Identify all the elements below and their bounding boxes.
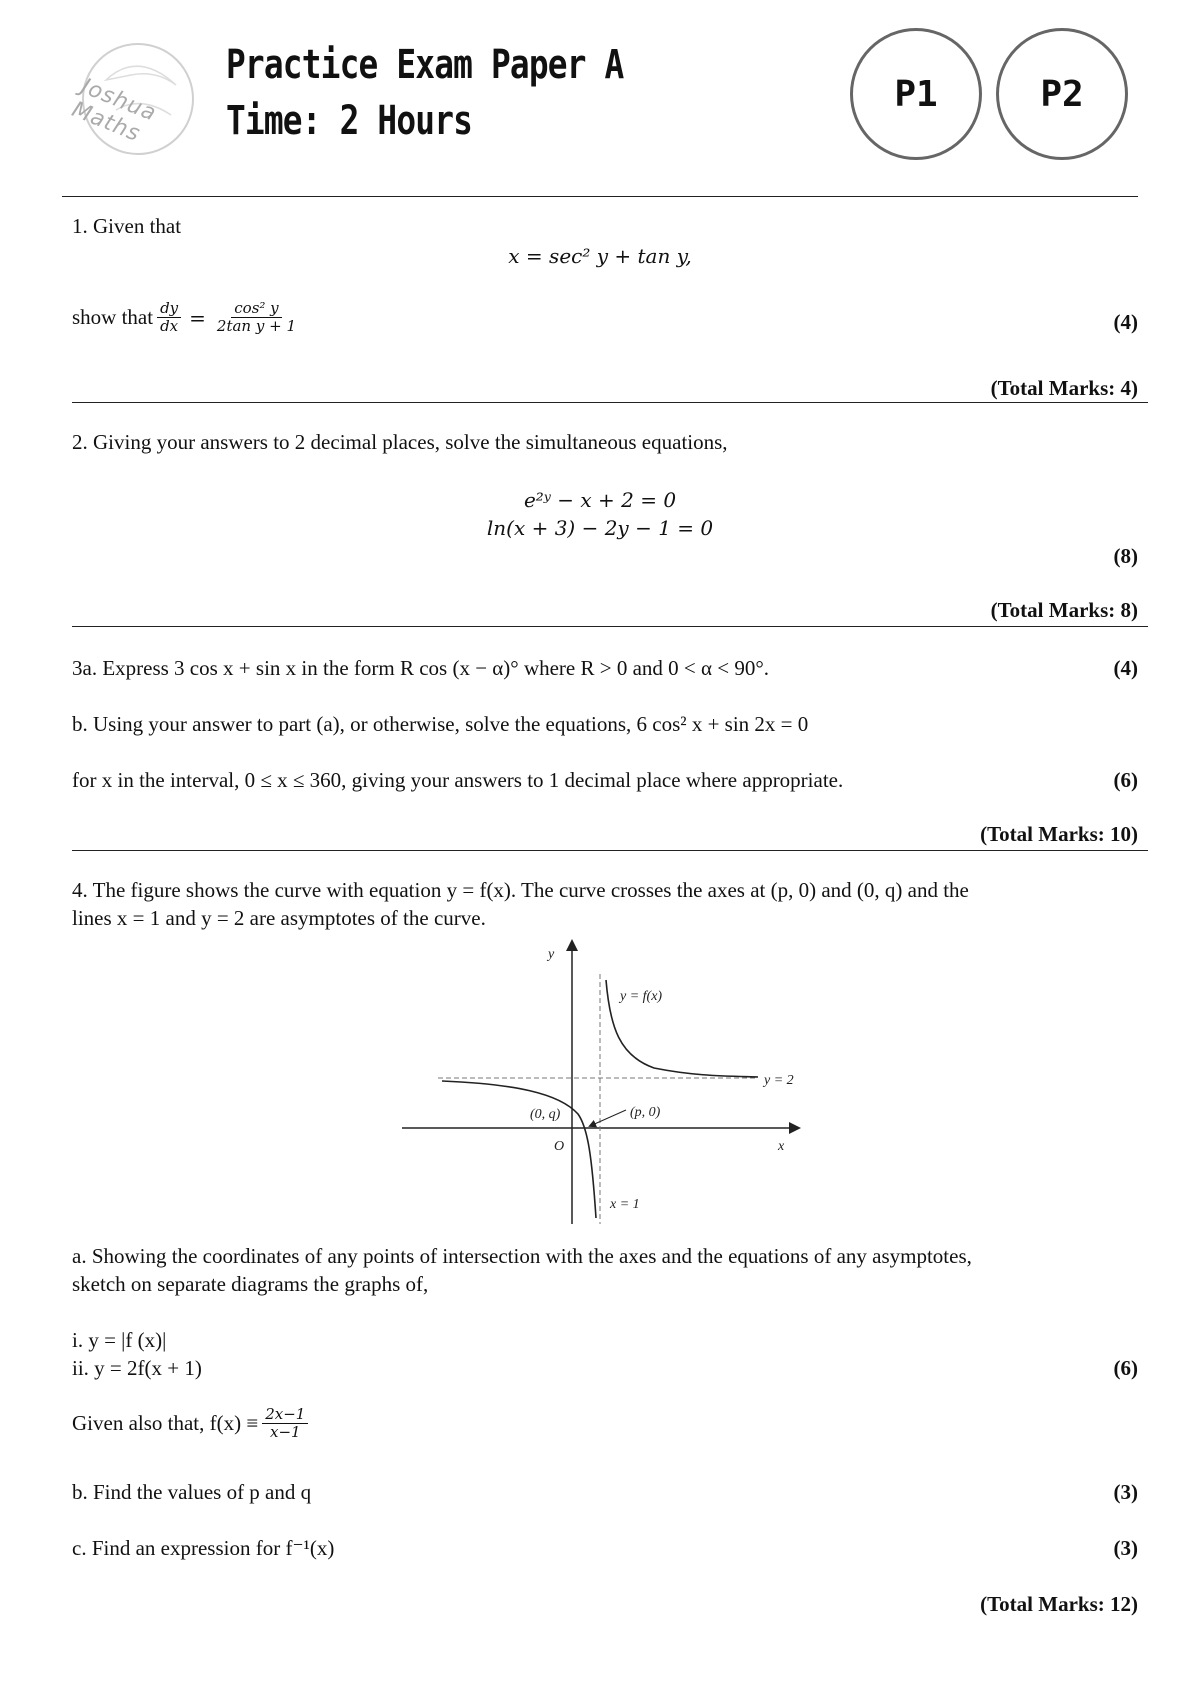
p-pointer-arrow — [590, 1110, 626, 1126]
q4-given-prefix: Given also that, f(x) ≡ — [72, 1411, 259, 1436]
q4-figure — [394, 938, 814, 1224]
q4-sub-ii: ii. y = 2f(x + 1) — [72, 1356, 202, 1380]
q3-marks-b: (6) — [1113, 768, 1138, 792]
curve-graph — [394, 938, 814, 1224]
q4-part-c: c. Find an expression for f⁻¹(x) — [72, 1536, 335, 1560]
q2-intro: 2. Giving your answers to 2 decimal places, solve the simultaneous equations, — [72, 430, 728, 454]
q4-given-denominator: x−1 — [269, 1423, 301, 1442]
curve-left-branch — [442, 1081, 596, 1218]
q4-marks-a: (6) — [1113, 1356, 1138, 1380]
q4-part-a-line1: a. Showing the coordinates of any points of intersection with the axes and the equations of any asymptotes, — [72, 1244, 972, 1268]
time-allowed: Time: 2 Hours — [226, 98, 473, 144]
q1-show-that — [72, 300, 299, 336]
q4-given-numerator: 2x−1 — [262, 1406, 308, 1424]
h-asymptote-label: y = 2 — [764, 1073, 794, 1088]
q4-marks-c: (3) — [1113, 1536, 1138, 1560]
q1-marks: (4) — [1113, 310, 1138, 334]
q4-intro-line2: lines x = 1 and y = 2 are asymptotes of the curve. — [72, 906, 486, 930]
q1-dy: dy — [157, 300, 181, 318]
q1-denominator: 2tan y + 1 — [216, 317, 296, 336]
badge-p2-label: P2 — [1040, 73, 1084, 115]
q4-intro-line1: 4. The figure shows the curve with equation y = f(x). The curve crosses the axes at (p, 0) and (0, q) and the — [72, 878, 969, 902]
q1-intro: 1. Given that — [72, 214, 182, 238]
q4-part-a-line2: sketch on separate diagrams the graphs of, — [72, 1272, 429, 1296]
v-asymptote-label: x = 1 — [610, 1197, 640, 1212]
q1-dydx — [157, 300, 181, 336]
q4-marks-b: (3) — [1113, 1480, 1138, 1504]
q3-part-a: 3a. Express 3 cos x + sin x in the form R cos (x − α)° where R > 0 and 0 < α < 90°. — [72, 656, 769, 680]
q4-part-b: b. Find the values of p and q — [72, 1480, 312, 1504]
point-q-label: (0, q) — [530, 1107, 561, 1122]
q1-show-prefix: show that — [72, 305, 154, 330]
q3-marks-a: (4) — [1113, 656, 1138, 680]
q1-divider — [72, 402, 1148, 403]
q3-part-b-interval: for x in the interval, 0 ≤ x ≤ 360, giving your answers to 1 decimal place where appropriate. — [72, 768, 844, 792]
q2-divider — [72, 626, 1148, 627]
badge-p2 — [996, 28, 1128, 160]
q1-equation: x = sec² y + tan y, — [508, 244, 692, 268]
badge-p1 — [850, 28, 982, 160]
q3-total: (Total Marks: 10) — [980, 822, 1138, 846]
q2-total: (Total Marks: 8) — [990, 598, 1138, 622]
q1-fraction — [214, 300, 299, 336]
q1-dx: dx — [160, 317, 179, 336]
logo-text: Joshua Maths — [68, 73, 160, 148]
q2-eq1: e²ʸ − x + 2 = 0 — [523, 488, 677, 512]
q4-given-fraction — [262, 1406, 308, 1442]
q4-sub-i: i. y = |f (x)| — [72, 1328, 167, 1352]
x-axis-label: x — [778, 1139, 785, 1154]
q3-part-b: b. Using your answer to part (a), or otherwise, solve the equations, 6 cos² x + sin 2x = 0 — [72, 712, 809, 736]
q1-numerator: cos² y — [231, 300, 281, 318]
header-divider — [62, 196, 1138, 197]
y-axis-label: y — [548, 947, 555, 962]
q3-divider — [72, 850, 1148, 851]
q4-given — [72, 1406, 308, 1442]
q2-eq2: ln(x + 3) − 2y − 1 = 0 — [486, 516, 714, 540]
page-title: Practice Exam Paper A — [226, 42, 624, 88]
q1-total: (Total Marks: 4) — [990, 376, 1138, 400]
q4-total: (Total Marks: 12) — [980, 1592, 1138, 1616]
point-p-label: (p, 0) — [630, 1105, 661, 1120]
badge-p1-label: P1 — [894, 73, 938, 115]
q2-marks: (8) — [1113, 544, 1138, 568]
curve-label: y = f(x) — [620, 989, 663, 1004]
origin-label: O — [554, 1139, 565, 1154]
q1-equals: = — [189, 305, 206, 330]
